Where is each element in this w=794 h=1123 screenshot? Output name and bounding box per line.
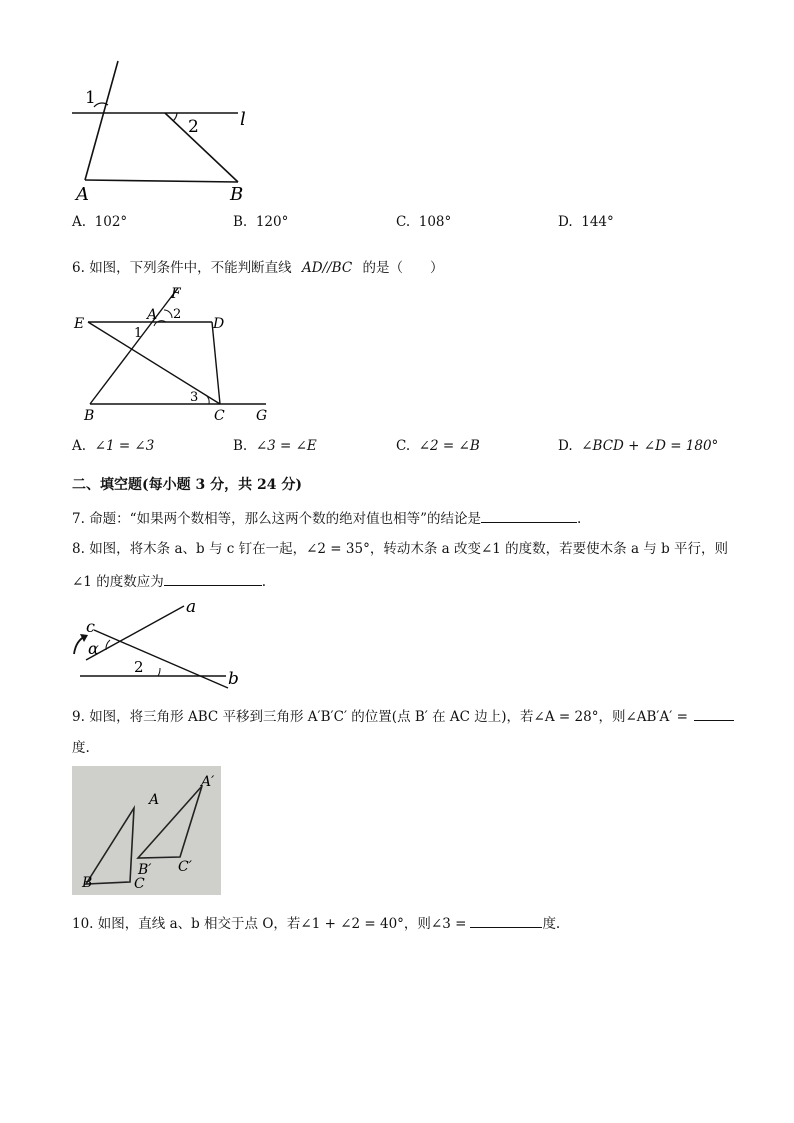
point-b-prime-label: B′	[138, 862, 152, 878]
point-a-prime-label: A′	[201, 774, 215, 790]
point-b-label: B	[84, 408, 95, 424]
angle2-label: 2	[188, 117, 199, 137]
q9-figure-photo	[72, 766, 221, 895]
q5-option-d[interactable]: D. 144°	[558, 214, 614, 230]
q5-figure	[60, 55, 260, 205]
stick-c	[94, 630, 228, 688]
angle2-label: 2	[134, 658, 144, 676]
q6-option-b[interactable]: B. ∠3 = ∠E	[233, 438, 317, 454]
point-e-label: E	[74, 316, 85, 332]
q6-option-a[interactable]: A. ∠1 = ∠3	[72, 438, 155, 454]
q7-answer-blank[interactable]	[481, 510, 577, 523]
question-8-line2: ∠1 的度数应为 .	[72, 574, 266, 590]
point-d-label: D	[213, 316, 225, 332]
point-a-label: A	[147, 307, 158, 323]
question-7: 7. 命题：“如果两个数相等，那么这两个数的绝对值也相等”的结论是 .	[72, 511, 582, 527]
angle3-label: 3	[190, 390, 199, 405]
question-10: 10. 如图，直线 a、b 相交于点 O，若∠1 + ∠2 = 40°，则∠3 = 度.	[72, 916, 561, 932]
point-a-label: A	[76, 184, 89, 205]
point-g-label: G	[256, 408, 268, 424]
q6-option-d[interactable]: D. ∠BCD + ∠D = 180°	[558, 438, 719, 454]
q8-answer-blank[interactable]	[164, 573, 262, 586]
q8-figure	[64, 596, 254, 692]
question-6: 6. 如图，下列条件中，不能判断直线 AD//BC 的是（ ）	[72, 260, 444, 276]
stick-c-label: c	[86, 617, 95, 636]
angle-alpha-label: α	[88, 639, 99, 658]
q9-answer-blank[interactable]	[694, 708, 734, 721]
line-ec	[88, 322, 220, 404]
question-9-line1: 9. 如图，将三角形 ABC 平移到三角形 A′B′C′ 的位置(点 B′ 在 AC 边上)，若∠A = 28°，则∠AB′A′ =	[72, 705, 734, 725]
stick-b-label: b	[228, 669, 239, 689]
transversal-line	[85, 61, 118, 180]
point-a-label: A	[149, 792, 160, 808]
stick-a-label: a	[186, 597, 197, 617]
point-c-label: C	[134, 876, 145, 892]
q10-answer-blank[interactable]	[470, 915, 542, 928]
point-b-label: B	[82, 875, 93, 891]
q6-option-c[interactable]: C. ∠2 = ∠B	[396, 438, 480, 454]
question-9-line2: 度.	[72, 740, 90, 756]
angle2-label: 2	[173, 307, 182, 322]
line-bf	[90, 288, 178, 404]
q5-option-a[interactable]: A. 102°	[72, 214, 128, 230]
point-c-prime-label: C′	[178, 859, 192, 875]
angle2-arc	[164, 310, 172, 318]
angle1-label: 1	[134, 326, 143, 341]
angle1-label: 1	[85, 88, 96, 108]
question-8-line1: 8. 如图，将木条 a、b 与 c 钉在一起，∠2 = 35°，转动木条 a 改变∠1 的度数，若要使木条 a 与 b 平行，则	[72, 541, 729, 557]
q6-figure	[66, 282, 281, 425]
angle2-arc	[173, 113, 177, 121]
segment-b-line	[165, 113, 238, 182]
line-l-label: l	[240, 109, 246, 130]
segment-ab	[85, 180, 238, 182]
q5-option-c[interactable]: C. 108°	[396, 214, 452, 230]
section-2-heading: 二、填空题(每小题 3 分，共 24 分)	[72, 477, 302, 493]
line-dc	[212, 322, 220, 404]
angle2-arc	[158, 668, 160, 676]
point-f-label: F	[171, 286, 181, 302]
q5-option-b[interactable]: B. 120°	[233, 214, 289, 230]
point-b-label: B	[230, 184, 244, 205]
point-c-label: C	[214, 408, 225, 424]
